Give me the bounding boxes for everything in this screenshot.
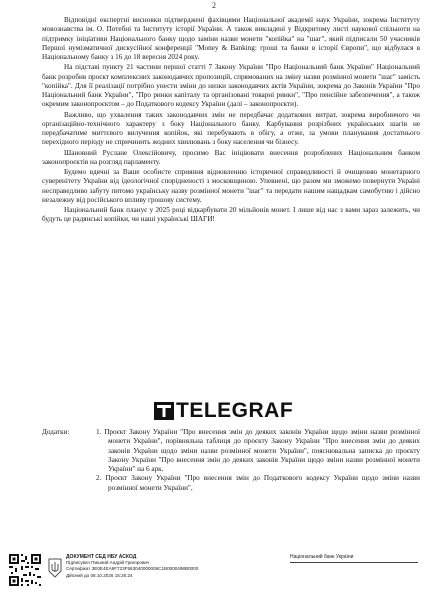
paragraph-expert-conclusions: Відповідні експертні висновки підтверджені фахівцями Національної академії наук України, зокрема Інституту мовознавства ім. О. Потебні та Інституту історії України. А також викладені у Відкритому листі наукової спільноти на підтримку ініціативи Національного банку щодо заміни назви монети "копійка" на "шаг", який підписали 50 учасників Першої нумізматичної дискусійної конференції "Money & Banking: гроші та банки в історії Європи", що відбулася в Національному банку з 16 до 18 вересня 2024 року. (42, 16, 420, 61)
annex-section (42, 428, 420, 493)
telegraf-logo-icon (153, 400, 175, 422)
letter-body (42, 16, 420, 226)
annex-label: Додатки: (42, 428, 70, 436)
paragraph-minting-plan: Національний банк планує у 2025 році відкарбувати 20 мільйонів монет. І лише від нас з вами зараз залежить, чи будуть це радянські копійки, чи наші українські ШАГИ! (42, 206, 420, 224)
paragraph-no-costs: Важливо, що ухвалення таких законодавчих змін не передбачає додаткових витрат, зокрема виробничого чи організаційно-технічного характеру з боку Національного банку. Карбування розрізбних українських шагів не передбачатиме миттєвого вилучення копійок, які перебувають в обігу, а отже, за умови планування достатнього перехідного періоду не спричинить жодних хвилювань з боку населення чи бізнесу. (42, 110, 420, 147)
qr-code-icon (8, 553, 42, 587)
stamp-validity: Дійсний до 08.10.2026 15:26:24 (66, 572, 133, 578)
telegraf-watermark (153, 400, 293, 422)
paragraph-gratitude: Будемо вдячні за Ваше особисте сприяння відновленню історичної справедливості й очищенню монетарного суверенітету України від ідеологічної спорідненості з московщиною. Упевнені, що разом ми зможемо повернути Україні несправедливо забуту питомо українську назву розмінної монети "шаг" та передати нашим нащадкам самобутню і дійсно незалежну від російського впливу грошову систему. (42, 168, 420, 204)
trident-emblem-icon (48, 558, 62, 578)
paragraph-legal-basis: На підставі пункту 21 частини першої статті 7 Закону України "Про Національний банк України" Національний банк розробив проєкт комплексних законодавчих пропозицій, спрямованих на зміну назви розмінної монети "шаг" замість "копійка". Для її реалізації потрібно унести зміни до низки законодавчих актів України, зокрема до Законів України "Про Національний банк України", "Про ринки капіталу та організовані товарні ринки", "Про пенсійне забезпечення", а також окремим законопроєктом – до Податкового кодексу України (далі – законопроєкти). (42, 63, 420, 109)
paragraph-request: Шановний Руслане Олексійовичу, просимо Вас ініціювати внесення розроблених Національним банком законопроєктів на розгляд парламенту. (42, 148, 420, 166)
stamp-signer: Підписувач Пишний Андрій Григорович (66, 560, 150, 566)
e-signature-stamp (8, 552, 420, 592)
stamp-title: ДОКУМЕНТ СЕД НБУ АСКОД (66, 554, 137, 560)
annex-item-1: 1. Проєкт Закону України "Про внесення змін до деяких законів України щодо зміни назви розмінної монети України", порівняльна таблиця до проєкту Закону України "Про внесення змін до деяких законів України щодо зміни назви розмінної монети України", пояснювальна записка до проєкту Закону України "Про внесення змін до деяких законів України щодо зміни назви розмінної монети України" на 6 арк. (96, 428, 420, 473)
stamp-details (66, 554, 296, 579)
stamp-organization: Національний банк України (290, 554, 354, 560)
stamp-certificate: Сертифікат 3E0E4EA9F723F563040000006C1B0000498B0000 (66, 566, 199, 572)
page-number: 2 (212, 1, 216, 10)
watermark-text: TELEGRAF (176, 399, 294, 422)
signature-line (290, 562, 418, 563)
annex-item-2: 2. Проєкт Закону України "Про внесення змін до Податкового кодексу України щодо зміни назви розмінної монети України", (96, 474, 420, 492)
